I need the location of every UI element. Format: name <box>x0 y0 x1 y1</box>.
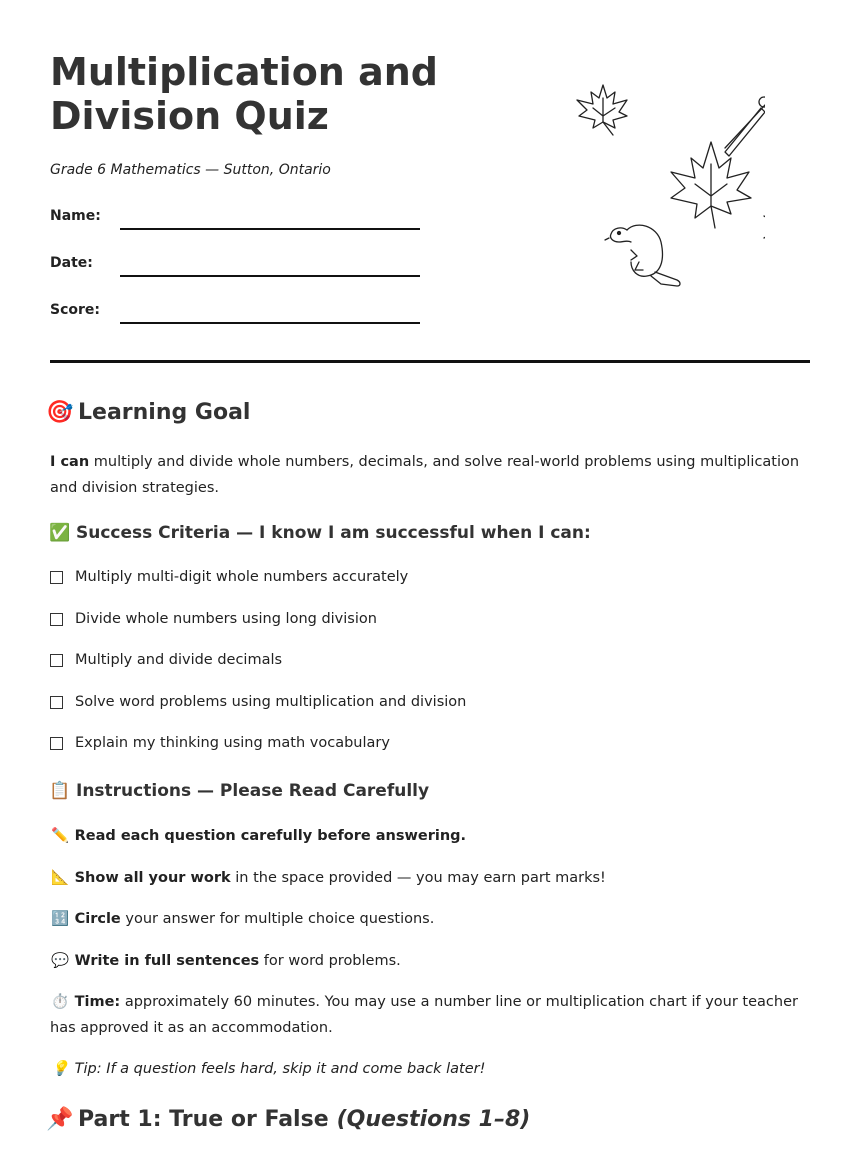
instruction-item: ✏️ Read each question carefully before answering. <box>50 823 810 849</box>
page-title <box>50 50 438 138</box>
triangle-ruler-icon: 📐 <box>50 870 70 886</box>
success-criteria-heading: ✅ Success Criteria — I know I am successful when I can: <box>49 523 591 543</box>
score-field[interactable] <box>50 302 420 326</box>
learning-goal-text <box>50 449 810 501</box>
pushpin-icon: 📌 <box>46 1107 74 1132</box>
date-label: Date: <box>50 255 93 271</box>
checkbox[interactable] <box>50 613 63 626</box>
name-label: Name: <box>50 208 101 224</box>
beaver-icon <box>605 225 680 286</box>
criteria-item[interactable]: Multiply and divide decimals <box>50 652 282 668</box>
checkbox[interactable] <box>50 571 63 584</box>
pencil-icon: ✏️ <box>50 828 70 844</box>
part1-range: (Questions 1–8) <box>336 1107 531 1132</box>
maple-leaf-small-icon <box>577 85 627 135</box>
instruction-item: ⏱️ Time: approximately 60 minutes. You may use a number line or multiplication chart if your teacher has approved it as an accommodation. <box>50 989 810 1041</box>
part1-heading: 📌 Part 1: True or False (Questions 1–8) <box>46 1107 531 1132</box>
checkbox[interactable] <box>50 696 63 709</box>
criteria-item[interactable]: Multiply multi-digit whole numbers accurately <box>50 569 408 585</box>
speech-bubble-icon: 💬 <box>50 953 70 969</box>
instruction-item: 💬 Write in full sentences for word problems. <box>50 948 810 974</box>
tip-text: 💡 Tip: If a question feels hard, skip it and come back later! <box>50 1061 486 1077</box>
criteria-item[interactable]: Explain my thinking using math vocabulary <box>50 735 390 751</box>
instruction-item: 🔢 Circle your answer for multiple choice questions. <box>50 906 810 932</box>
date-field[interactable] <box>50 255 420 279</box>
criteria-item[interactable]: Divide whole numbers using long division <box>50 611 377 627</box>
stopwatch-icon: ⏱️ <box>50 994 70 1010</box>
light-bulb-icon: 💡 <box>50 1061 70 1077</box>
maple-leaf-large-icon <box>671 142 751 228</box>
decorative-art <box>565 80 765 295</box>
subtitle: Grade 6 Mathematics — Sutton, Ontario <box>50 162 331 178</box>
header-divider <box>50 360 810 363</box>
instructions-heading: 📋 Instructions — Please Read Carefully <box>49 781 430 801</box>
criteria-item[interactable]: Solve word problems using multiplication and division <box>50 694 466 710</box>
learning-goal-heading: 🎯 Learning Goal <box>46 400 251 425</box>
score-line[interactable] <box>120 322 420 324</box>
checkbox[interactable] <box>50 737 63 750</box>
name-line[interactable] <box>120 228 420 230</box>
title-line-1: Multiplication and <box>50 50 438 94</box>
learning-goal-body: multiply and divide whole numbers, decimals, and solve real-world problems using multiplication and division strategies. <box>50 454 800 496</box>
checkbox[interactable] <box>50 654 63 667</box>
numbers-icon: 🔢 <box>50 911 70 927</box>
instruction-item: 📐 Show all your work in the space provided — you may earn part marks! <box>50 865 810 891</box>
paintbrush-icon <box>725 97 765 156</box>
date-line[interactable] <box>120 275 420 277</box>
snowflake-icon <box>764 205 765 249</box>
check-mark-icon: ✅ <box>49 523 71 543</box>
learning-goal-lead: I can <box>50 454 90 470</box>
name-field[interactable] <box>50 208 420 232</box>
title-line-2: Division Quiz <box>50 94 329 138</box>
clipboard-icon: 📋 <box>49 781 71 801</box>
target-icon: 🎯 <box>46 400 74 425</box>
score-label: Score: <box>50 302 100 318</box>
